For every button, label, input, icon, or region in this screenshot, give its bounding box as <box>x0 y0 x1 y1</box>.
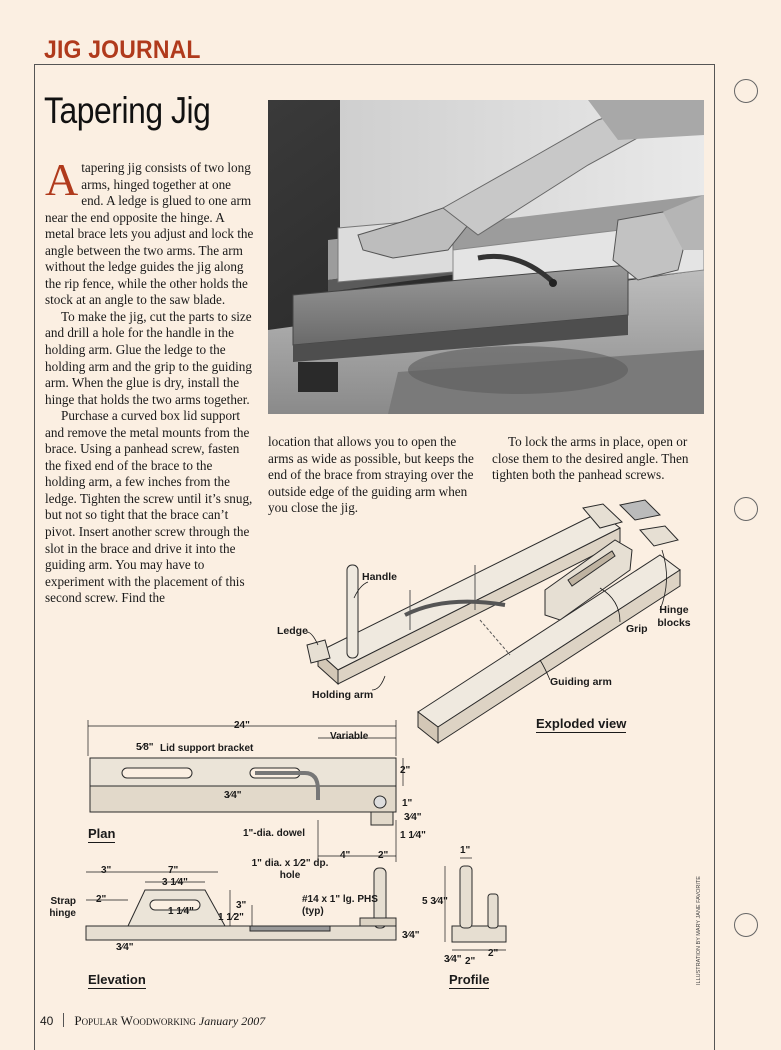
elev-screw-label: #14 x 1" lg. PHS (typ) <box>302 894 378 917</box>
label-guiding-arm: Guiding arm <box>550 676 612 688</box>
elev-dim-seven: 7" <box>168 865 179 876</box>
label-hinge-blocks: Hinge blocks <box>657 604 691 629</box>
paragraph-2: To make the jig, cut the parts to size and drill a hole for the handle in the holding arm. Glue the ledge to the holding arm and the grip to the guiding arm. When the glue is dry, install the hinge that holds the two arms together. <box>45 308 252 407</box>
section-label: JIG JOURNAL <box>44 36 201 64</box>
plan-dim-two: 2" <box>400 765 411 776</box>
plan-dim-five-eighths: 5⁄8" <box>136 742 154 753</box>
elev-dim-two: 2" <box>96 894 107 905</box>
profile-dim-two-b: 2" <box>488 948 499 959</box>
profile-view-title: Profile <box>449 972 490 987</box>
page-footer <box>40 1013 265 1029</box>
paragraph-4: location that allows you to open the arms as wide as possible, but keeps the end of the brace from straying over the outside edge of the guiding arm when you close the jig. <box>268 434 474 516</box>
plan-dim-four: 4" <box>340 850 351 861</box>
drop-cap: A <box>45 154 79 205</box>
page-number: 40 <box>40 1014 54 1028</box>
elev-dim-one-quarter: 1 1⁄4" <box>168 906 194 917</box>
plan-dim-variable: Variable <box>330 731 369 742</box>
profile-dim-five-three-quarter: 5 3⁄4" <box>422 896 448 907</box>
elev-dim-three-b: 3" <box>236 900 247 911</box>
elev-hole-label: 1" dia. x 1⁄2" dp. hole <box>251 858 329 881</box>
plan-lid-support-label: Lid support bracket <box>160 743 254 754</box>
label-ledge: Ledge <box>277 625 308 637</box>
profile-view-drawing <box>445 858 506 950</box>
elev-dim-three: 3" <box>101 865 112 876</box>
plan-dim-three-quarter: 3⁄4" <box>224 790 242 801</box>
article-title: Tapering Jig <box>44 90 211 131</box>
elev-dim-three-quarter-b: 3⁄4" <box>116 942 134 953</box>
plan-dim-one-quarter: 1 1⁄4" <box>400 830 426 841</box>
elev-dim-one-half: 1 1⁄2" <box>218 912 244 923</box>
profile-dim-three-quarter: 3⁄4" <box>444 954 462 965</box>
plan-dim-three-quarter-b: 3⁄4" <box>404 812 422 823</box>
footer-separator <box>63 1013 64 1027</box>
elev-dim-three-quarter-len: 3 1⁄4" <box>162 877 188 888</box>
plan-dowel-label: 1"-dia. dowel <box>243 828 305 839</box>
paragraph-5: To lock the arms in place, open or close them to the desired angle. Then tighten both the panhead screws. <box>492 434 689 483</box>
profile-dim-two: 2" <box>465 956 476 967</box>
plan-dim-overall: 24" <box>234 720 250 731</box>
publication-name: Popular Woodworking <box>74 1013 196 1028</box>
label-handle: Handle <box>362 571 398 583</box>
plan-view-drawing <box>90 758 396 825</box>
label-grip: Grip <box>626 623 648 635</box>
label-holding-arm: Holding arm <box>312 689 374 701</box>
paragraph-1-text: tapering jig consists of two long arms, hinged together at one end. A ledge is glued to one arm near the end opposite the hinge. A metal brace lets you adjust and lock the angle between the two arms. The arm without the ledge guides the jig along the rip fence, while the other holds the stock at an angle to the saw blade. <box>45 160 254 308</box>
issue-date: January 2007 <box>198 1014 266 1028</box>
elev-strap-hinge-label: Strap hinge <box>49 896 76 919</box>
exploded-view-drawing <box>307 500 680 743</box>
elevation-view-title: Elevation <box>88 972 146 987</box>
elev-dim-three-quarter: 3⁄4" <box>402 930 420 941</box>
paragraph-3: Purchase a curved box lid support and remove the metal mounts from the brace. Using a panhead screw, fasten the fixed end of the brace to the holding arm, a few inches from the ledge. Tighten the screw until it’s snug, but not so tight that the brace can’t pivot. Insert another screw through the slot in the brace and drive it into the guiding arm. You may have to experiment with the placement of this second screw. Find the <box>45 408 253 606</box>
plan-view-title: Plan <box>88 826 116 841</box>
exploded-view-title: Exploded view <box>536 716 627 731</box>
profile-dim-one: 1" <box>460 845 471 856</box>
illustration-credit: ILLUSTRATION BY MARY JANE FAVORITE <box>696 876 702 985</box>
plan-dim-one: 1" <box>402 798 413 809</box>
plan-dim-two-b: 2" <box>378 850 389 861</box>
